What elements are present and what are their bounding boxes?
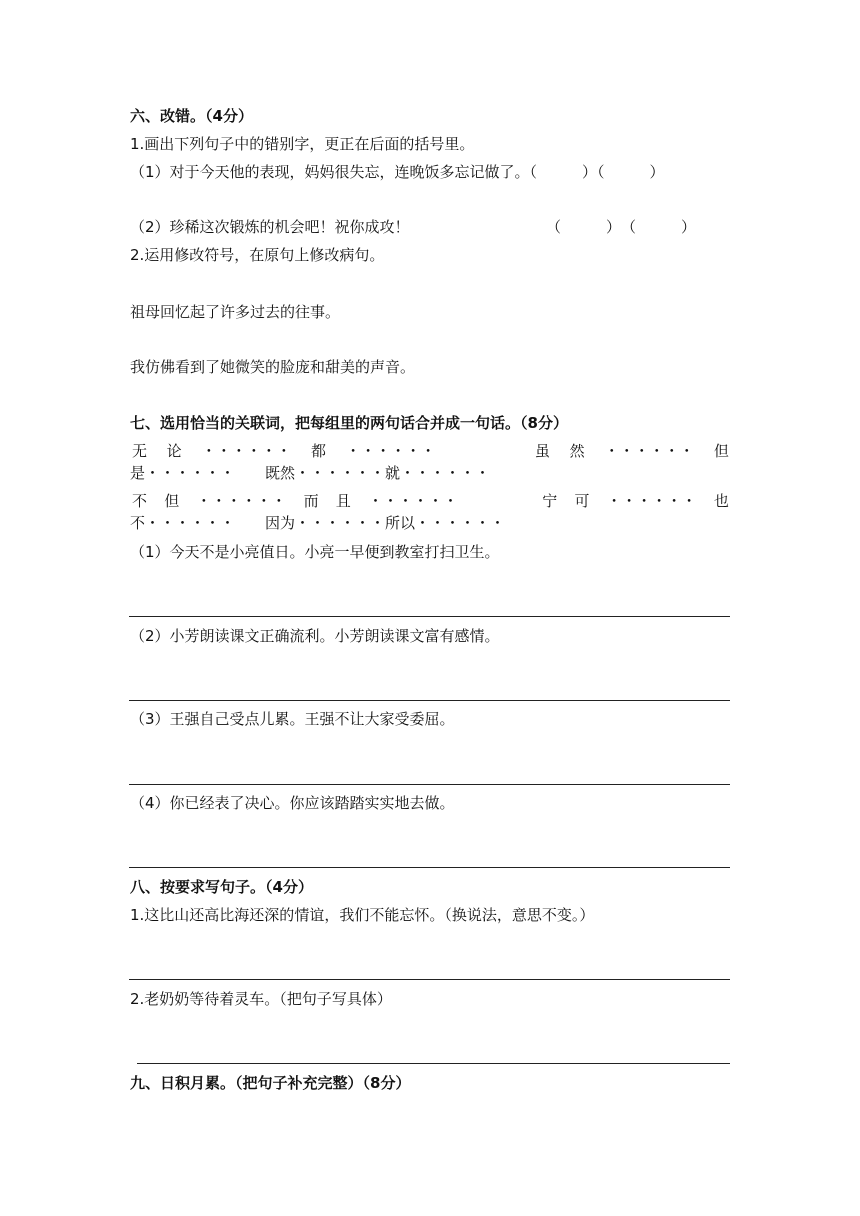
answer-line[interactable]	[129, 616, 730, 617]
connective-gap	[475, 491, 525, 511]
section6-q1b-blanks: （ ） （ ）	[546, 218, 697, 236]
connective-token: 可	[574, 492, 590, 510]
answer-line[interactable]	[129, 784, 730, 785]
connective-token: 然	[569, 442, 585, 460]
answer-line[interactable]	[129, 867, 730, 868]
connectives-row-2b: 不・・・・・・ 因为・・・・・・所以・・・・・・	[130, 514, 506, 532]
answer-line[interactable]	[137, 1063, 730, 1064]
section8-q1: 1.这比山还高比海还深的情谊，我们不能忘怀。（换说法，意思不变。）	[130, 906, 595, 924]
connective-token: 且	[335, 492, 351, 510]
connective-token: ・・・・・・	[196, 492, 287, 510]
connectives-row-1	[132, 441, 729, 461]
section6-q1: 1.画出下列句子中的错别字，更正在后面的括号里。	[130, 135, 475, 153]
connective-token: 但	[164, 492, 180, 510]
answer-line[interactable]	[129, 700, 730, 701]
section7-q2: （2）小芳朗读课文正确流利。小芳朗读课文富有感情。	[130, 627, 500, 645]
connectives-row-2	[132, 491, 729, 511]
connective-token: 但	[713, 442, 729, 460]
section6-q1b-text: （2）珍稀这次锻炼的机会吧！祝你成攻！	[130, 218, 410, 236]
connective-token: ・・・・・・	[201, 442, 292, 460]
sick-sentence-1: 祖母回忆起了许多过去的往事。	[130, 303, 341, 321]
connective-token: 论	[166, 442, 182, 460]
answer-line[interactable]	[129, 979, 730, 980]
connective-token: 不	[132, 492, 148, 510]
section9-title: 九、日积月累。（把句子补充完整）（8分）	[130, 1074, 411, 1092]
connective-token: 也	[713, 492, 729, 510]
section8-q2: 2.老奶奶等待着灵车。（把句子写具体）	[130, 990, 392, 1008]
connective-token: ・・・・・・	[604, 442, 695, 460]
connective-token: ・・・・・・	[367, 492, 458, 510]
section8-title: 八、按要求写句子。（4分）	[130, 878, 313, 896]
connective-token: 都	[310, 442, 326, 460]
connective-token: 宁	[542, 492, 558, 510]
connective-token: 无	[132, 442, 148, 460]
section6-title: 六、改错。（4分）	[130, 107, 253, 125]
section6-q1a: （1）对于今天他的表现，妈妈很失忘，连晚饭多忘记做了。（ ）（ ）	[130, 163, 665, 181]
connective-token: 而	[303, 492, 319, 510]
connective-token: 虽	[534, 442, 550, 460]
section7-q4: （4）你已经表了决心。你应该踏踏实实地去做。	[130, 794, 455, 812]
section7-title: 七、选用恰当的关联词，把每组里的两句话合并成一句话。（8分）	[130, 414, 568, 432]
section7-q1: （1）今天不是小亮值日。小亮一早便到教室打扫卫生。	[130, 543, 500, 561]
connective-gap	[455, 441, 515, 461]
connective-token: ・・・・・・	[345, 442, 436, 460]
section7-q3: （3）王强自己受点儿累。王强不让大家受委屈。	[130, 710, 455, 728]
sick-sentence-2: 我仿佛看到了她微笑的脸庞和甜美的声音。	[130, 358, 416, 376]
connective-token: ・・・・・・	[606, 492, 697, 510]
connectives-row-1b: 是・・・・・・ 既然・・・・・・就・・・・・・	[130, 464, 491, 482]
section6-q2: 2.运用修改符号，在原句上修改病句。	[130, 246, 385, 264]
